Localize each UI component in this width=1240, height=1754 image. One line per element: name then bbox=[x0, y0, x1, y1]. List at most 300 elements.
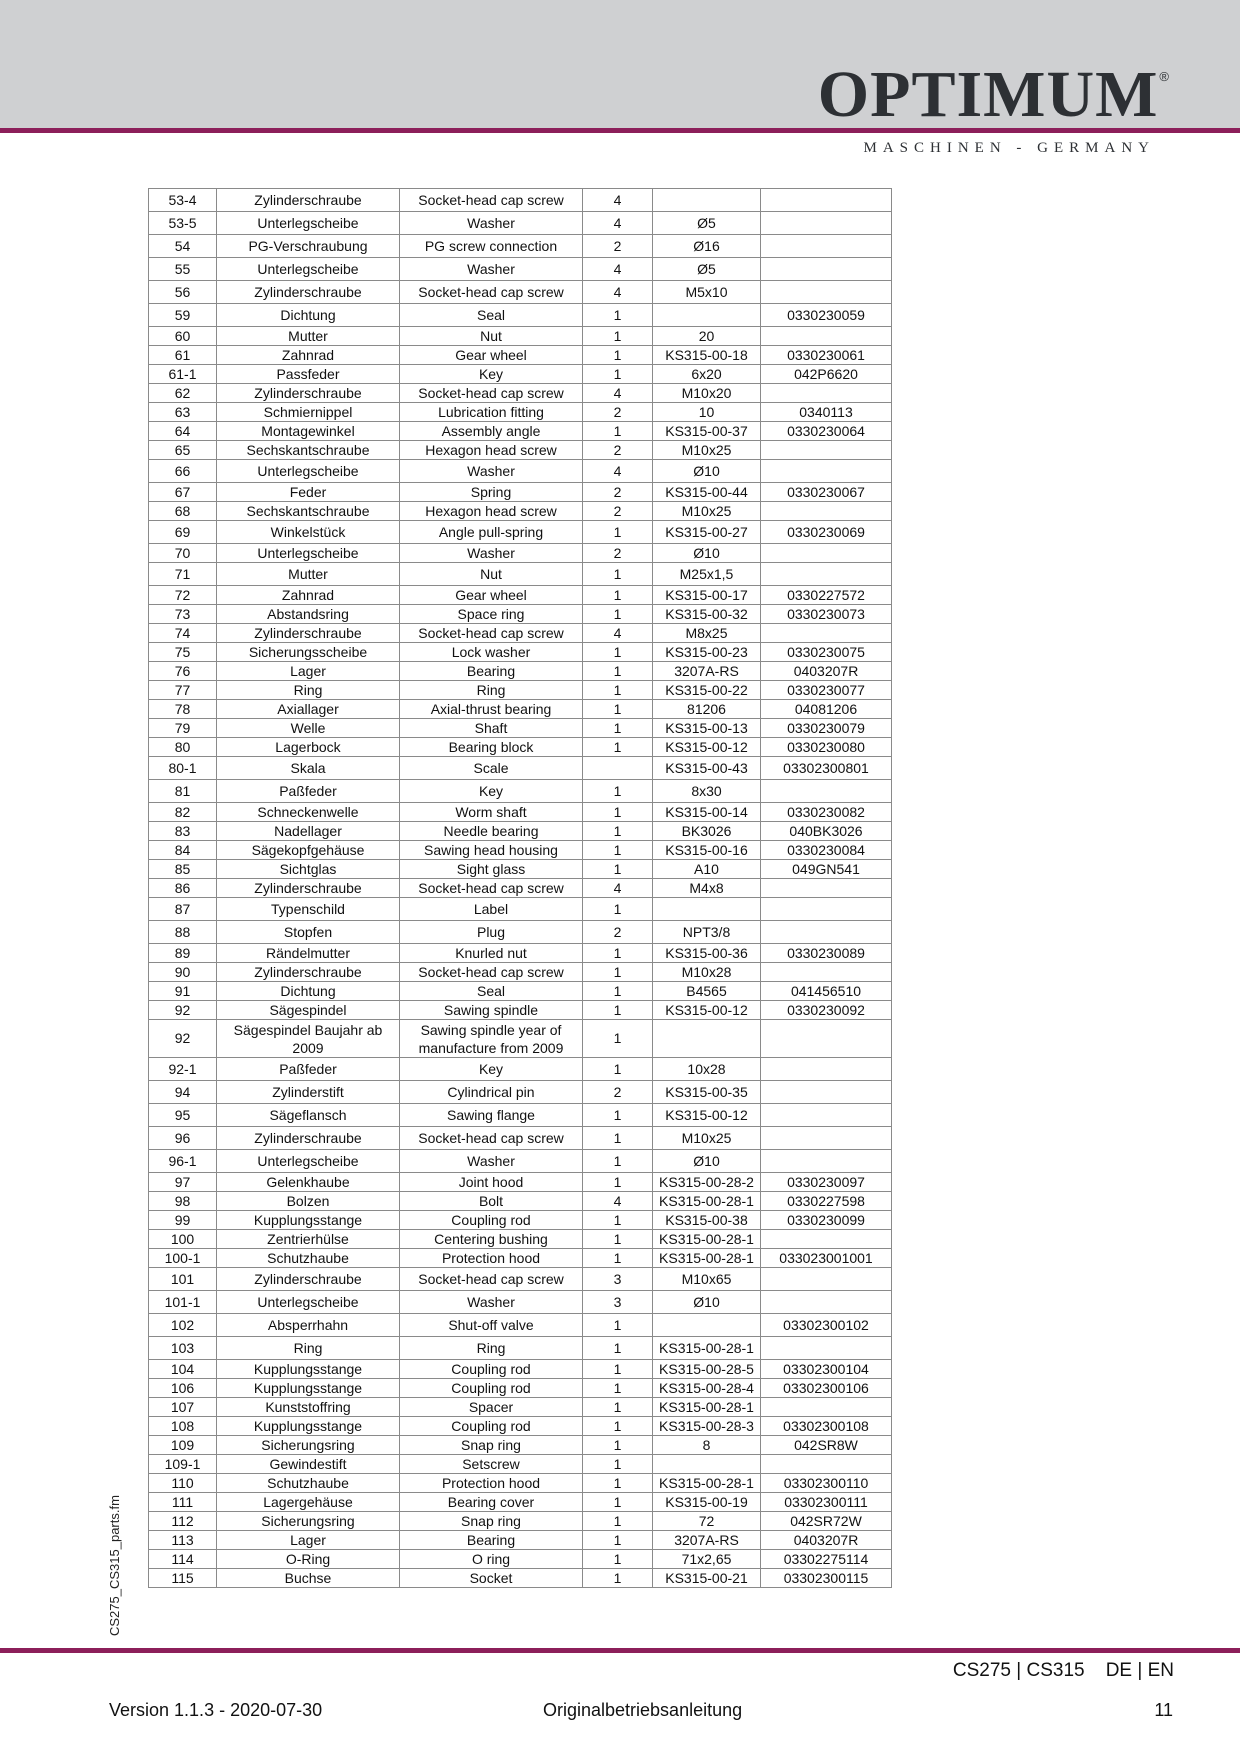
cell-size: KS315-00-35 bbox=[653, 1081, 761, 1104]
cell-qty: 1 bbox=[583, 1001, 653, 1020]
cell-pos: 62 bbox=[149, 384, 217, 403]
table-row bbox=[149, 1314, 892, 1337]
table-row bbox=[149, 1211, 892, 1230]
cell-size: 3207A-RS bbox=[653, 662, 761, 681]
cell-qty: 1 bbox=[583, 1127, 653, 1150]
cell-name-en: Knurled nut bbox=[400, 944, 583, 963]
cell-article-no bbox=[761, 544, 892, 563]
cell-name-de: Unterlegscheibe bbox=[217, 1291, 400, 1314]
cell-article-no bbox=[761, 963, 892, 982]
cell-qty: 1 bbox=[583, 780, 653, 803]
cell-article-no: 0330230097 bbox=[761, 1173, 892, 1192]
cell-qty: 4 bbox=[583, 212, 653, 235]
cell-article-no bbox=[761, 1455, 892, 1474]
cell-pos: 77 bbox=[149, 681, 217, 700]
cell-name-en: Key bbox=[400, 1058, 583, 1081]
cell-name-de: Passfeder bbox=[217, 365, 400, 384]
cell-article-no: 041456510 bbox=[761, 982, 892, 1001]
cell-size: M5x10 bbox=[653, 281, 761, 304]
table-row bbox=[149, 1512, 892, 1531]
cell-size: KS315-00-22 bbox=[653, 681, 761, 700]
cell-size: KS315-00-28-1 bbox=[653, 1398, 761, 1417]
cell-size: 72 bbox=[653, 1512, 761, 1531]
cell-name-en: Joint hood bbox=[400, 1173, 583, 1192]
cell-article-no: 0330230059 bbox=[761, 304, 892, 327]
cell-pos: 61 bbox=[149, 346, 217, 365]
cell-name-de: Sägespindel Baujahr ab 2009 bbox=[217, 1020, 400, 1058]
cell-size: KS315-00-28-1 bbox=[653, 1337, 761, 1360]
cell-qty: 1 bbox=[583, 643, 653, 662]
cell-size bbox=[653, 898, 761, 921]
table-row bbox=[149, 681, 892, 700]
cell-name-de: Stopfen bbox=[217, 921, 400, 944]
table-row bbox=[149, 403, 892, 422]
cell-qty: 1 bbox=[583, 346, 653, 365]
cell-size: Ø5 bbox=[653, 212, 761, 235]
cell-qty: 1 bbox=[583, 822, 653, 841]
cell-size: M25x1,5 bbox=[653, 563, 761, 586]
cell-name-en: Shaft bbox=[400, 719, 583, 738]
table-row bbox=[149, 1531, 892, 1550]
cell-size: B4565 bbox=[653, 982, 761, 1001]
cell-name-de: Ring bbox=[217, 1337, 400, 1360]
cell-qty: 1 bbox=[583, 1398, 653, 1417]
cell-article-no bbox=[761, 1058, 892, 1081]
cell-article-no: 03302300801 bbox=[761, 757, 892, 780]
cell-size: KS315-00-18 bbox=[653, 346, 761, 365]
cell-size: KS315-00-28-3 bbox=[653, 1417, 761, 1436]
cell-pos: 73 bbox=[149, 605, 217, 624]
cell-size: M10x20 bbox=[653, 384, 761, 403]
cell-name-en: Sawing spindle year of manufacture from 2009 bbox=[400, 1020, 583, 1058]
cell-article-no: 03302300106 bbox=[761, 1379, 892, 1398]
cell-pos: 92 bbox=[149, 1001, 217, 1020]
cell-qty: 1 bbox=[583, 1020, 653, 1058]
table-row bbox=[149, 1474, 892, 1493]
cell-pos: 60 bbox=[149, 327, 217, 346]
cell-size: KS315-00-12 bbox=[653, 1001, 761, 1020]
brand-tagline: MASCHINEN - GERMANY bbox=[863, 140, 1155, 156]
cell-name-en: Snap ring bbox=[400, 1436, 583, 1455]
cell-name-de: Schutzhaube bbox=[217, 1249, 400, 1268]
cell-qty: 1 bbox=[583, 1314, 653, 1337]
cell-name-de: Ring bbox=[217, 681, 400, 700]
cell-article-no bbox=[761, 1398, 892, 1417]
cell-pos: 96 bbox=[149, 1127, 217, 1150]
cell-size: KS315-00-28-1 bbox=[653, 1192, 761, 1211]
cell-article-no: 03302300104 bbox=[761, 1360, 892, 1379]
cell-article-no: 0330230069 bbox=[761, 521, 892, 544]
cell-size: KS315-00-19 bbox=[653, 1493, 761, 1512]
cell-article-no: 03302300111 bbox=[761, 1493, 892, 1512]
cell-name-de: Zylinderschraube bbox=[217, 624, 400, 643]
cell-qty: 1 bbox=[583, 1417, 653, 1436]
cell-qty: 1 bbox=[583, 1173, 653, 1192]
cell-qty: 2 bbox=[583, 1081, 653, 1104]
cell-name-de: Buchse bbox=[217, 1569, 400, 1588]
cell-qty: 1 bbox=[583, 1104, 653, 1127]
cell-name-en: Sawing spindle bbox=[400, 1001, 583, 1020]
cell-article-no: 0330230080 bbox=[761, 738, 892, 757]
cell-article-no: 03302300108 bbox=[761, 1417, 892, 1436]
table-row bbox=[149, 662, 892, 681]
cell-name-de: Sechskantschraube bbox=[217, 441, 400, 460]
cell-size: NPT3/8 bbox=[653, 921, 761, 944]
table-row bbox=[149, 1150, 892, 1173]
cell-qty: 2 bbox=[583, 403, 653, 422]
table-row bbox=[149, 719, 892, 738]
cell-pos: 83 bbox=[149, 822, 217, 841]
cell-qty: 1 bbox=[583, 1512, 653, 1531]
cell-article-no bbox=[761, 921, 892, 944]
cell-article-no: 033023001001 bbox=[761, 1249, 892, 1268]
table-row bbox=[149, 860, 892, 879]
cell-name-de: Sicherungsring bbox=[217, 1512, 400, 1531]
cell-pos: 115 bbox=[149, 1569, 217, 1588]
cell-name-de: Lager bbox=[217, 662, 400, 681]
cell-size: KS315-00-12 bbox=[653, 1104, 761, 1127]
cell-name-en: Socket bbox=[400, 1569, 583, 1588]
table-row bbox=[149, 1569, 892, 1588]
cell-name-en: Lubrication fitting bbox=[400, 403, 583, 422]
cell-name-de: Zylinderschraube bbox=[217, 879, 400, 898]
cell-article-no bbox=[761, 212, 892, 235]
cell-name-de: Paßfeder bbox=[217, 1058, 400, 1081]
cell-article-no bbox=[761, 235, 892, 258]
cell-qty: 1 bbox=[583, 681, 653, 700]
cell-name-de: Winkelstück bbox=[217, 521, 400, 544]
cell-name-en: Scale bbox=[400, 757, 583, 780]
cell-pos: 76 bbox=[149, 662, 217, 681]
cell-article-no: 0330230079 bbox=[761, 719, 892, 738]
cell-article-no bbox=[761, 1127, 892, 1150]
cell-qty: 1 bbox=[583, 944, 653, 963]
cell-article-no bbox=[761, 502, 892, 521]
cell-qty: 1 bbox=[583, 662, 653, 681]
cell-name-en: Sawing head housing bbox=[400, 841, 583, 860]
cell-name-en: Angle pull-spring bbox=[400, 521, 583, 544]
cell-name-en: Gear wheel bbox=[400, 346, 583, 365]
cell-qty: 1 bbox=[583, 963, 653, 982]
cell-qty: 2 bbox=[583, 544, 653, 563]
cell-name-en: Seal bbox=[400, 304, 583, 327]
cell-qty: 1 bbox=[583, 1230, 653, 1249]
table-row bbox=[149, 365, 892, 384]
cell-qty: 1 bbox=[583, 304, 653, 327]
cell-qty: 1 bbox=[583, 982, 653, 1001]
table-row bbox=[149, 1360, 892, 1379]
cell-qty: 4 bbox=[583, 281, 653, 304]
cell-qty: 1 bbox=[583, 1455, 653, 1474]
cell-qty: 2 bbox=[583, 921, 653, 944]
cell-size: M10x25 bbox=[653, 441, 761, 460]
cell-name-de: Lagerbock bbox=[217, 738, 400, 757]
cell-name-en: Coupling rod bbox=[400, 1360, 583, 1379]
cell-qty: 2 bbox=[583, 483, 653, 502]
cell-size: KS315-00-16 bbox=[653, 841, 761, 860]
cell-size: Ø10 bbox=[653, 1291, 761, 1314]
cell-pos: 82 bbox=[149, 803, 217, 822]
cell-article-no: 03302300102 bbox=[761, 1314, 892, 1337]
cell-qty: 1 bbox=[583, 365, 653, 384]
cell-article-no: 0330230092 bbox=[761, 1001, 892, 1020]
table-row bbox=[149, 1268, 892, 1291]
table-row bbox=[149, 281, 892, 304]
cell-name-en: Ring bbox=[400, 681, 583, 700]
cell-name-en: Plug bbox=[400, 921, 583, 944]
cell-name-en: Coupling rod bbox=[400, 1211, 583, 1230]
cell-pos: 113 bbox=[149, 1531, 217, 1550]
cell-pos: 97 bbox=[149, 1173, 217, 1192]
cell-name-de: Schneckenwelle bbox=[217, 803, 400, 822]
table-row bbox=[149, 1020, 892, 1058]
cell-size: KS315-00-28-5 bbox=[653, 1360, 761, 1379]
cell-name-en: Label bbox=[400, 898, 583, 921]
table-row bbox=[149, 460, 892, 483]
cell-article-no: 04081206 bbox=[761, 700, 892, 719]
cell-article-no bbox=[761, 281, 892, 304]
cell-article-no bbox=[761, 384, 892, 403]
cell-size: M10x28 bbox=[653, 963, 761, 982]
cell-size: KS315-00-12 bbox=[653, 738, 761, 757]
cell-name-en: Nut bbox=[400, 327, 583, 346]
table-row bbox=[149, 304, 892, 327]
cell-article-no bbox=[761, 460, 892, 483]
cell-pos: 75 bbox=[149, 643, 217, 662]
cell-article-no: 0330230075 bbox=[761, 643, 892, 662]
table-row bbox=[149, 1058, 892, 1081]
cell-size: 71x2,65 bbox=[653, 1550, 761, 1569]
cell-name-en: Assembly angle bbox=[400, 422, 583, 441]
cell-qty: 3 bbox=[583, 1268, 653, 1291]
cell-name-de: Zentrierhülse bbox=[217, 1230, 400, 1249]
table-row bbox=[149, 1493, 892, 1512]
cell-pos: 103 bbox=[149, 1337, 217, 1360]
table-row bbox=[149, 327, 892, 346]
cell-pos: 53-4 bbox=[149, 189, 217, 212]
cell-article-no: 03302300110 bbox=[761, 1474, 892, 1493]
cell-pos: 72 bbox=[149, 586, 217, 605]
cell-pos: 100 bbox=[149, 1230, 217, 1249]
cell-size: KS315-00-37 bbox=[653, 422, 761, 441]
cell-pos: 79 bbox=[149, 719, 217, 738]
table-row bbox=[149, 1001, 892, 1020]
cell-qty: 1 bbox=[583, 1436, 653, 1455]
brand-name: OPTIMUM bbox=[817, 58, 1159, 131]
cell-article-no: 040BK3026 bbox=[761, 822, 892, 841]
table-row bbox=[149, 944, 892, 963]
cell-size: 8 bbox=[653, 1436, 761, 1455]
table-row bbox=[149, 384, 892, 403]
cell-qty: 4 bbox=[583, 624, 653, 643]
cell-qty: 1 bbox=[583, 860, 653, 879]
cell-pos: 85 bbox=[149, 860, 217, 879]
cell-article-no: 0330230077 bbox=[761, 681, 892, 700]
cell-qty: 1 bbox=[583, 1493, 653, 1512]
cell-pos: 53-5 bbox=[149, 212, 217, 235]
brand-logo bbox=[817, 58, 1170, 131]
cell-name-de: Paßfeder bbox=[217, 780, 400, 803]
cell-size: Ø5 bbox=[653, 258, 761, 281]
cell-name-de: Kupplungsstange bbox=[217, 1360, 400, 1379]
table-row bbox=[149, 780, 892, 803]
cell-size: KS315-00-17 bbox=[653, 586, 761, 605]
cell-article-no: 042SR72W bbox=[761, 1512, 892, 1531]
cell-size: KS315-00-44 bbox=[653, 483, 761, 502]
table-row bbox=[149, 963, 892, 982]
table-row bbox=[149, 700, 892, 719]
cell-article-no: 03302300115 bbox=[761, 1569, 892, 1588]
cell-name-en: Washer bbox=[400, 460, 583, 483]
cell-article-no bbox=[761, 1150, 892, 1173]
cell-name-en: Bearing block bbox=[400, 738, 583, 757]
table-row bbox=[149, 1337, 892, 1360]
cell-pos: 63 bbox=[149, 403, 217, 422]
table-row bbox=[149, 898, 892, 921]
cell-name-de: Bolzen bbox=[217, 1192, 400, 1211]
cell-pos: 98 bbox=[149, 1192, 217, 1211]
footer-rule bbox=[0, 1648, 1240, 1653]
footer-models: CS275 | CS315 DE | EN bbox=[952, 1660, 1174, 1681]
cell-pos: 88 bbox=[149, 921, 217, 944]
cell-name-en: Protection hood bbox=[400, 1474, 583, 1493]
cell-qty: 1 bbox=[583, 327, 653, 346]
cell-qty: 1 bbox=[583, 1337, 653, 1360]
cell-pos: 81 bbox=[149, 780, 217, 803]
cell-qty: 4 bbox=[583, 189, 653, 212]
table-row bbox=[149, 586, 892, 605]
cell-name-de: Axiallager bbox=[217, 700, 400, 719]
cell-name-en: Key bbox=[400, 365, 583, 384]
cell-qty: 4 bbox=[583, 879, 653, 898]
cell-pos: 59 bbox=[149, 304, 217, 327]
cell-name-en: Worm shaft bbox=[400, 803, 583, 822]
table-row bbox=[149, 189, 892, 212]
cell-size: KS315-00-43 bbox=[653, 757, 761, 780]
cell-size: Ø10 bbox=[653, 544, 761, 563]
cell-name-en: Sawing flange bbox=[400, 1104, 583, 1127]
cell-article-no: 0330230067 bbox=[761, 483, 892, 502]
cell-name-en: Snap ring bbox=[400, 1512, 583, 1531]
cell-article-no bbox=[761, 441, 892, 460]
cell-pos: 110 bbox=[149, 1474, 217, 1493]
cell-name-de: Dichtung bbox=[217, 982, 400, 1001]
cell-name-de: Unterlegscheibe bbox=[217, 258, 400, 281]
table-row bbox=[149, 1550, 892, 1569]
cell-article-no bbox=[761, 258, 892, 281]
cell-pos: 111 bbox=[149, 1493, 217, 1512]
cell-article-no: 0330230061 bbox=[761, 346, 892, 365]
cell-name-en: Hexagon head screw bbox=[400, 441, 583, 460]
cell-name-en: Coupling rod bbox=[400, 1417, 583, 1436]
table-row bbox=[149, 1230, 892, 1249]
cell-name-de: Unterlegscheibe bbox=[217, 460, 400, 483]
cell-name-en: Bearing bbox=[400, 662, 583, 681]
cell-size bbox=[653, 1455, 761, 1474]
cell-name-en: Gear wheel bbox=[400, 586, 583, 605]
cell-name-en: Socket-head cap screw bbox=[400, 1127, 583, 1150]
cell-name-de: PG-Verschraubung bbox=[217, 235, 400, 258]
cell-name-de: Gewindestift bbox=[217, 1455, 400, 1474]
cell-qty: 1 bbox=[583, 1058, 653, 1081]
cell-size bbox=[653, 1314, 761, 1337]
cell-pos: 114 bbox=[149, 1550, 217, 1569]
table-row bbox=[149, 212, 892, 235]
cell-name-en: Key bbox=[400, 780, 583, 803]
cell-name-en: Protection hood bbox=[400, 1249, 583, 1268]
cell-pos: 91 bbox=[149, 982, 217, 1001]
cell-name-en: Setscrew bbox=[400, 1455, 583, 1474]
cell-size: Ø10 bbox=[653, 1150, 761, 1173]
cell-size: KS315-00-36 bbox=[653, 944, 761, 963]
cell-pos: 104 bbox=[149, 1360, 217, 1379]
table-row bbox=[149, 803, 892, 822]
cell-name-en: Washer bbox=[400, 1291, 583, 1314]
table-row bbox=[149, 544, 892, 563]
cell-pos: 92 bbox=[149, 1020, 217, 1058]
cell-article-no bbox=[761, 563, 892, 586]
cell-pos: 109-1 bbox=[149, 1455, 217, 1474]
cell-name-de: Mutter bbox=[217, 563, 400, 586]
cell-name-de: Abstandsring bbox=[217, 605, 400, 624]
cell-pos: 87 bbox=[149, 898, 217, 921]
cell-pos: 65 bbox=[149, 441, 217, 460]
cell-name-de: Lager bbox=[217, 1531, 400, 1550]
table-row bbox=[149, 521, 892, 544]
cell-name-de: Sägeflansch bbox=[217, 1104, 400, 1127]
cell-name-en: Needle bearing bbox=[400, 822, 583, 841]
registered-mark: ® bbox=[1159, 69, 1170, 84]
cell-qty: 2 bbox=[583, 441, 653, 460]
cell-name-en: Washer bbox=[400, 258, 583, 281]
cell-qty: 3 bbox=[583, 1291, 653, 1314]
cell-size: KS315-00-28-4 bbox=[653, 1379, 761, 1398]
cell-name-de: Kunststoffring bbox=[217, 1398, 400, 1417]
cell-article-no bbox=[761, 1104, 892, 1127]
cell-pos: 74 bbox=[149, 624, 217, 643]
footer-version: Version 1.1.3 - 2020-07-30 bbox=[109, 1700, 323, 1720]
cell-name-de: Typenschild bbox=[217, 898, 400, 921]
cell-name-de: Zylinderschraube bbox=[217, 189, 400, 212]
cell-article-no: 042P6620 bbox=[761, 365, 892, 384]
cell-qty: 4 bbox=[583, 1192, 653, 1211]
table-row bbox=[149, 1436, 892, 1455]
table-row bbox=[149, 1455, 892, 1474]
cell-size: M10x25 bbox=[653, 502, 761, 521]
cell-qty: 4 bbox=[583, 460, 653, 483]
cell-pos: 101-1 bbox=[149, 1291, 217, 1314]
cell-name-en: Nut bbox=[400, 563, 583, 586]
cell-size: Ø10 bbox=[653, 460, 761, 483]
cell-pos: 54 bbox=[149, 235, 217, 258]
cell-name-de: Feder bbox=[217, 483, 400, 502]
cell-name-en: Cylindrical pin bbox=[400, 1081, 583, 1104]
cell-qty: 1 bbox=[583, 841, 653, 860]
cell-size: 10 bbox=[653, 403, 761, 422]
cell-name-en: Centering bushing bbox=[400, 1230, 583, 1249]
table-row bbox=[149, 346, 892, 365]
cell-qty: 1 bbox=[583, 738, 653, 757]
cell-name-de: Welle bbox=[217, 719, 400, 738]
cell-name-de: Unterlegscheibe bbox=[217, 1150, 400, 1173]
cell-size: KS315-00-28-1 bbox=[653, 1474, 761, 1493]
parts-table bbox=[148, 188, 892, 1588]
table-row bbox=[149, 563, 892, 586]
cell-name-de: Kupplungsstange bbox=[217, 1379, 400, 1398]
cell-name-de: Nadellager bbox=[217, 822, 400, 841]
cell-name-en: Bearing cover bbox=[400, 1493, 583, 1512]
cell-name-en: O ring bbox=[400, 1550, 583, 1569]
